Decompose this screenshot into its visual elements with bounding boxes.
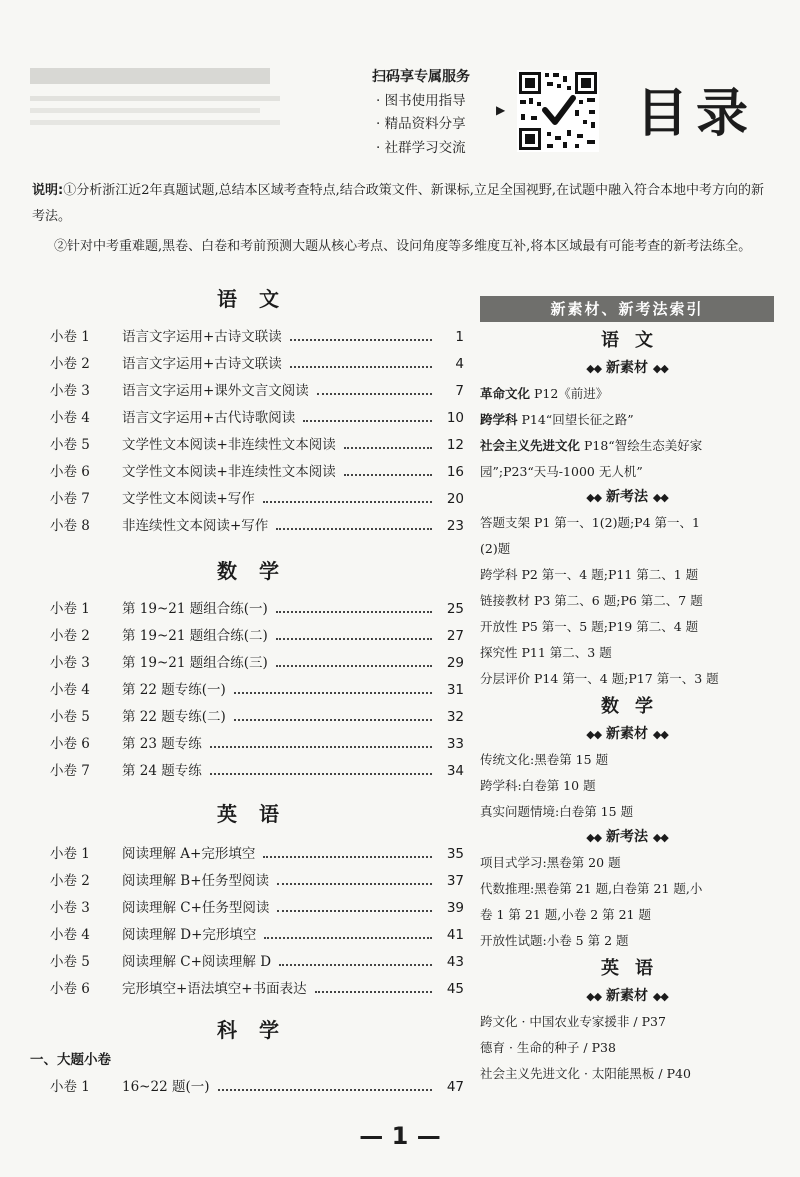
index-line: (2)题 (480, 541, 511, 556)
toc-row-page: 43 (446, 954, 464, 970)
toc-row-leader (303, 420, 432, 422)
toc-row-title: 阅读理解 B+任务型阅读 (122, 873, 270, 889)
service-item: · 图书使用指导 (376, 92, 466, 109)
index-line: 社会主义先进文化 · 太阳能黑板 / P40 (480, 1066, 691, 1081)
index-line-tag: 社会主义先进文化 (480, 438, 581, 453)
explanation (32, 178, 774, 260)
toc-row-code: 小卷 6 (50, 981, 90, 997)
index-line-text: P18“智绘生态美好家 (580, 438, 703, 453)
toc-row-code: 小卷 2 (50, 356, 90, 372)
toc-row[interactable] (32, 704, 464, 731)
toc-row-leader (264, 937, 432, 939)
diamond-icon: ◆◆ (652, 831, 668, 844)
toc-row-title: 第 22 题专练(一) (122, 682, 226, 698)
index-heading-english: 英语 (601, 958, 669, 979)
qr-code-icon[interactable] (517, 70, 599, 152)
toc-row[interactable] (32, 596, 464, 623)
index-category (480, 722, 774, 747)
toc-row-page: 47 (446, 1079, 464, 1095)
toc-row-leader (317, 393, 432, 395)
section-english (32, 801, 464, 1003)
toc-row[interactable] (32, 976, 464, 1003)
index-category (480, 984, 774, 1009)
toc-row-title: 阅读理解 A+完形填空 (122, 846, 256, 862)
service-title: 扫码享专属服务 (372, 69, 470, 85)
page-number: — 1 — (359, 1122, 441, 1150)
section-heading-chinese: 语文 (217, 287, 301, 311)
index-line-text: P14“回望长征之路” (517, 412, 634, 427)
toc-row-code: 小卷 5 (50, 437, 90, 453)
toc-row-title: 语言文字运用+古诗文联读 (122, 329, 282, 345)
toc-row[interactable] (32, 841, 464, 868)
index-line-tag: 革命文化 (480, 386, 531, 401)
toc-row-title: 16~22 题(一) (122, 1079, 210, 1095)
diamond-icon: ◆◆ (652, 728, 668, 741)
explanation-lead: 说明: (32, 183, 64, 198)
index-category-label: 新考法 (606, 829, 648, 845)
index-line: 真实问题情境:白卷第 15 题 (480, 804, 634, 819)
science-subheading: 一、大题小卷 (30, 1052, 111, 1068)
service-item: · 精品资料分享 (376, 116, 466, 132)
index-line: 跨学科:白卷第 10 题 (480, 778, 596, 793)
explanation-p2: ②针对中考重难题,黑卷、白卷和考前预测大题从核心考点、设问角度等多维度互补,将本区域最有可能考查的新考法练全。 (54, 239, 752, 254)
index-line: 代数推理:黑卷第 21 题,白卷第 21 题,小 (480, 881, 703, 896)
index-banner: 新素材、新考法索引 (480, 296, 774, 322)
toc-row-title: 第 19~21 题组合练(三) (122, 655, 268, 671)
toc-row-page: 39 (446, 900, 464, 916)
toc-row-page: 4 (455, 356, 464, 372)
toc-row-code: 小卷 1 (50, 1079, 90, 1095)
toc-row-leader (277, 883, 432, 885)
toc-row-page: 7 (455, 383, 464, 399)
toc-row-title: 非连续性文本阅读+写作 (122, 518, 269, 534)
index-category-label: 新素材 (606, 988, 648, 1004)
section-heading-science: 科学 (217, 1018, 301, 1042)
index-line: 跨学科 P2 第一、4 题;P11 第二、1 题 (480, 567, 699, 582)
toc-row[interactable] (32, 731, 464, 758)
toc-row-code: 小卷 3 (50, 655, 90, 671)
toc-row[interactable] (32, 623, 464, 650)
toc-row[interactable] (32, 677, 464, 704)
toc-row[interactable] (32, 324, 464, 351)
toc-row[interactable] (32, 486, 464, 513)
service-item: · 社群学习交流 (376, 139, 466, 156)
index-line (480, 433, 774, 459)
toc-row-code: 小卷 7 (50, 491, 90, 507)
index-line: 德育 · 生命的种子 / P38 (480, 1040, 616, 1055)
index-line (480, 407, 774, 433)
toc-row-page: 12 (446, 437, 464, 453)
toc-row-code: 小卷 4 (50, 927, 90, 943)
toc-row-title: 语言文字运用+古代诗歌阅读 (122, 410, 296, 426)
toc-row-title: 第 24 题专练 (122, 763, 202, 779)
toc-row[interactable] (32, 405, 464, 432)
toc-row-leader (218, 1089, 433, 1091)
index-line-text: P12《前进》 (530, 386, 609, 401)
toc-row-page: 41 (446, 927, 464, 943)
toc-row-page: 10 (446, 410, 464, 426)
toc-row-title: 完形填空+语法填空+书面表达 (122, 981, 307, 997)
toc-row-leader (234, 692, 432, 694)
diamond-icon: ◆◆ (652, 362, 668, 375)
toc-row-code: 小卷 5 (50, 954, 90, 970)
toc-row-code: 小卷 4 (50, 410, 90, 426)
toc-row-leader (277, 910, 432, 912)
diamond-icon: ◆◆ (586, 362, 602, 375)
index-line-tag: 跨学科 (480, 412, 518, 427)
toc-row-leader (279, 964, 432, 966)
toc-row-page: 35 (446, 846, 464, 862)
toc-row-page: 23 (446, 518, 464, 534)
header-decoration (30, 62, 300, 162)
toc-row-title: 第 23 题专练 (122, 736, 202, 752)
toc-row-title: 文学性文本阅读+非连续性文本阅读 (122, 464, 336, 480)
toc-row-page: 1 (455, 329, 464, 345)
index-line (480, 381, 774, 407)
toc-row[interactable] (32, 432, 464, 459)
toc-row-page: 37 (446, 873, 464, 889)
index-line: 传统文化:黑卷第 15 题 (480, 752, 609, 767)
index-line (480, 459, 774, 485)
toc-row-code: 小卷 3 (50, 383, 90, 399)
index-category (480, 356, 774, 381)
toc-row-code: 小卷 5 (50, 709, 90, 725)
index-line: 开放性试题:小卷 5 第 2 题 (480, 933, 629, 948)
section-science (32, 1017, 464, 1101)
play-arrow-icon: ▶ (496, 103, 506, 117)
toc-row-page: 31 (446, 682, 464, 698)
toc-row-title: 语言文字运用+课外文言文阅读 (122, 383, 309, 399)
toc-row-title: 语言文字运用+古诗文联读 (122, 356, 282, 372)
toc-row-title: 第 19~21 题组合练(一) (122, 601, 268, 617)
diamond-icon: ◆◆ (586, 990, 602, 1003)
index-line: 卷 1 第 21 题,小卷 2 第 21 题 (480, 907, 651, 922)
toc-row-leader (344, 447, 432, 449)
toc-row-code: 小卷 6 (50, 736, 90, 752)
explanation-p1-text: ①分析浙江近2年真题试题,总结本区域考查特点,结合政策文件、新课标,立足全国视野,在试题中融入符合本地中考方向的新考法。 (32, 183, 765, 224)
toc-row[interactable] (32, 378, 464, 405)
toc-row-title: 第 22 题专练(二) (122, 709, 226, 725)
service-block (372, 66, 502, 160)
toc-row[interactable] (32, 1074, 464, 1101)
toc-row-title: 阅读理解 C+阅读理解 D (122, 954, 272, 970)
toc-left-column (32, 286, 464, 1101)
toc-row-leader (290, 366, 432, 368)
index-heading-math: 数学 (601, 696, 669, 717)
toc-row-leader (263, 501, 432, 503)
page-title: 目录 (636, 84, 757, 144)
diamond-icon: ◆◆ (652, 990, 668, 1003)
diamond-icon: ◆◆ (586, 491, 602, 504)
toc-row-page: 27 (446, 628, 464, 644)
toc-row-leader (210, 746, 432, 748)
index-line: 链接教材 P3 第二、6 题;P6 第二、7 题 (480, 593, 703, 608)
diamond-icon: ◆◆ (652, 491, 668, 504)
index-line: 答题支架 P1 第一、1(2)题;P4 第一、1 (480, 515, 700, 530)
section-math (32, 558, 464, 785)
toc-row-title: 文学性文本阅读+写作 (122, 491, 255, 507)
index-category-label: 新素材 (606, 360, 648, 376)
toc-row-page: 34 (446, 763, 464, 779)
toc-row-code: 小卷 6 (50, 464, 90, 480)
toc-row[interactable] (32, 513, 464, 540)
toc-row-leader (315, 991, 432, 993)
index-category-label: 新素材 (606, 726, 648, 742)
toc-row-leader (276, 638, 432, 640)
toc-row-leader (276, 611, 432, 613)
index-category-label: 新考法 (606, 489, 648, 505)
toc-row-leader (263, 856, 432, 858)
toc-row-page: 32 (446, 709, 464, 725)
index-line: 跨文化 · 中国农业专家援非 / P37 (480, 1014, 666, 1029)
toc-row-code: 小卷 1 (50, 846, 90, 862)
toc-row-title: 文学性文本阅读+非连续性文本阅读 (122, 437, 336, 453)
toc-row-title: 第 19~21 题组合练(二) (122, 628, 268, 644)
toc-row-code: 小卷 7 (50, 763, 90, 779)
toc-row-title: 阅读理解 D+完形填空 (122, 927, 257, 943)
toc-row-page: 25 (446, 601, 464, 617)
index-category (480, 825, 774, 850)
toc-row[interactable] (32, 650, 464, 677)
index-line: 探究性 P11 第二、3 题 (480, 645, 612, 660)
toc-row-leader (234, 719, 432, 721)
index-line-text: 园”;P23“天马-1000 无人机” (480, 464, 643, 479)
diamond-icon: ◆◆ (586, 728, 602, 741)
toc-row-page: 16 (446, 464, 464, 480)
toc-row[interactable] (32, 922, 464, 949)
toc-row-page: 33 (446, 736, 464, 752)
explanation-p1 (32, 178, 774, 230)
toc-row-code: 小卷 8 (50, 518, 90, 534)
toc-row-code: 小卷 3 (50, 900, 90, 916)
index-category (480, 485, 774, 510)
toc-row-page: 29 (446, 655, 464, 671)
toc-row-leader (276, 665, 432, 667)
toc-row-leader (276, 528, 432, 530)
toc-row-code: 小卷 2 (50, 873, 90, 889)
toc-row-page: 45 (446, 981, 464, 997)
section-heading-english: 英语 (217, 802, 301, 826)
toc-row-leader (210, 773, 432, 775)
section-heading-math: 数学 (217, 559, 301, 583)
toc-row[interactable] (32, 758, 464, 785)
toc-row-code: 小卷 2 (50, 628, 90, 644)
toc-row-title: 阅读理解 C+任务型阅读 (122, 900, 270, 916)
section-chinese (32, 286, 464, 540)
toc-row-code: 小卷 1 (50, 601, 90, 617)
toc-row-page: 20 (446, 491, 464, 507)
toc-row[interactable] (32, 949, 464, 976)
toc-row[interactable] (32, 895, 464, 922)
index-line: 开放性 P5 第一、5 题;P19 第二、4 题 (480, 619, 699, 634)
toc-row-code: 小卷 4 (50, 682, 90, 698)
index-line: 项目式学习:黑卷第 20 题 (480, 855, 621, 870)
toc-row[interactable] (32, 459, 464, 486)
toc-row-code: 小卷 1 (50, 329, 90, 345)
toc-row[interactable] (32, 868, 464, 895)
toc-row[interactable] (32, 351, 464, 378)
diamond-icon: ◆◆ (586, 831, 602, 844)
toc-row-leader (344, 474, 432, 476)
index-heading-chinese: 语文 (601, 330, 669, 351)
toc-row-leader (290, 339, 432, 341)
toc-right-column (480, 296, 774, 1087)
index-line: 分层评价 P14 第一、4 题;P17 第一、3 题 (480, 671, 719, 686)
